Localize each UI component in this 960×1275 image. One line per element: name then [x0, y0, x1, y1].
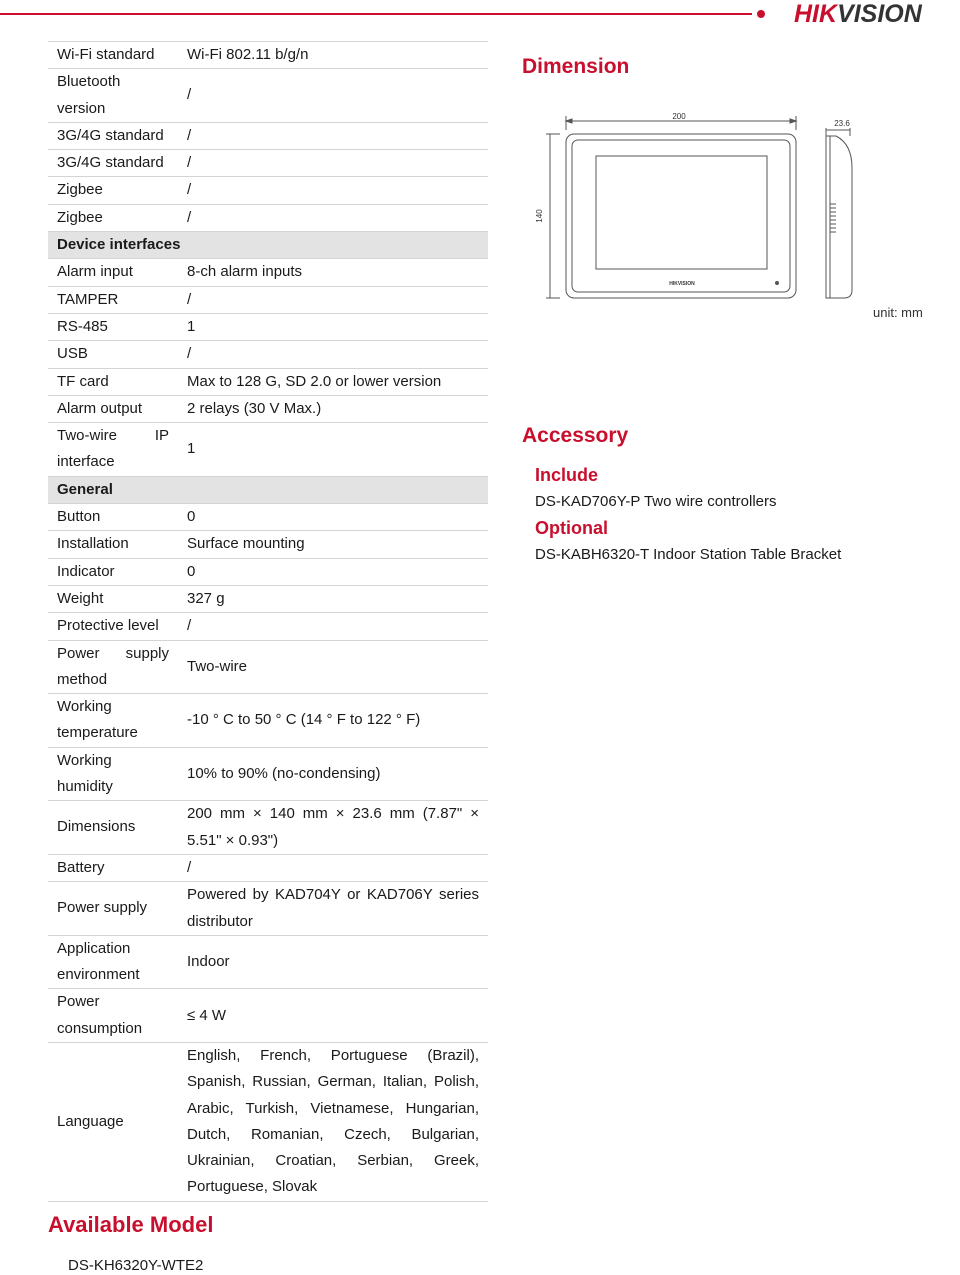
spec-row: [48, 747, 488, 801]
spec-table: [48, 41, 488, 1202]
spec-row: [48, 694, 488, 748]
spec-row: [48, 368, 488, 395]
spec-value: Max to 128 G, SD 2.0 or lower version: [178, 368, 488, 395]
spec-row: [48, 935, 488, 989]
spec-value: /: [178, 150, 488, 177]
hikvision-logo: HIKVISION: [794, 0, 922, 28]
spec-value: Powered by KAD704Y or KAD706Y series distributor: [178, 882, 488, 936]
dimension-title: Dimension: [522, 55, 630, 78]
spec-value: /: [178, 341, 488, 368]
device-brand-mark: HIKVISION: [669, 281, 695, 287]
spec-value: 0: [178, 504, 488, 531]
spec-key: TAMPER: [48, 286, 178, 313]
spec-row: [48, 259, 488, 286]
spec-value: 1: [178, 313, 488, 340]
spec-value: Two-wire: [178, 640, 488, 694]
spec-row: [48, 801, 488, 855]
spec-value: Indoor: [178, 935, 488, 989]
spec-value: 0: [178, 558, 488, 585]
spec-row: [48, 640, 488, 694]
header-rule: [0, 13, 752, 15]
spec-row: [48, 286, 488, 313]
spec-key: USB: [48, 341, 178, 368]
spec-row: [48, 1042, 488, 1201]
spec-value: Wi-Fi 802.11 b/g/n: [178, 42, 488, 69]
front-view: [546, 116, 796, 298]
spec-value: 327 g: [178, 585, 488, 612]
spec-row: [48, 558, 488, 585]
include-title: Include: [535, 465, 599, 485]
spec-key: Installation: [48, 531, 178, 558]
accessory-title: Accessory: [522, 424, 629, 447]
spec-value: /: [178, 854, 488, 881]
spec-row: [48, 585, 488, 612]
spec-value: 8-ch alarm inputs: [178, 259, 488, 286]
width-label: 200: [672, 112, 686, 121]
spec-section-header: [48, 476, 488, 503]
spec-row: [48, 423, 488, 477]
spec-row: [48, 882, 488, 936]
spec-key: Zigbee: [48, 204, 178, 231]
spec-key: RS-485: [48, 313, 178, 340]
optional-title: Optional: [535, 518, 608, 538]
spec-value: /: [178, 613, 488, 640]
spec-key: Weight: [48, 585, 178, 612]
spec-value: ≤ 4 W: [178, 989, 488, 1043]
spec-key: 3G/4G standard: [48, 150, 178, 177]
spec-value: /: [178, 69, 488, 123]
spec-key: Working humidity: [48, 747, 178, 801]
spec-value: 2 relays (30 V Max.): [178, 395, 488, 422]
spec-row: [48, 313, 488, 340]
spec-row: [48, 613, 488, 640]
optional-text: DS-KABH6320-T Indoor Station Table Bracket: [535, 546, 842, 563]
spec-value: /: [178, 177, 488, 204]
spec-key: Bluetooth version: [48, 69, 178, 123]
spec-row: [48, 150, 488, 177]
height-label: 140: [535, 209, 544, 223]
spec-row: [48, 69, 488, 123]
spec-value: Surface mounting: [178, 531, 488, 558]
spec-row: [48, 989, 488, 1043]
spec-value: 10% to 90% (no-condensing): [178, 747, 488, 801]
spec-row: [48, 504, 488, 531]
spec-key: Alarm input: [48, 259, 178, 286]
spec-value: 1: [178, 423, 488, 477]
spec-key: Indicator: [48, 558, 178, 585]
available-model-title: Available Model: [48, 1212, 214, 1237]
spec-key: TF card: [48, 368, 178, 395]
header-rule-dot: [757, 10, 765, 18]
spec-row: [48, 122, 488, 149]
spec-row: [48, 395, 488, 422]
spec-key: Battery: [48, 854, 178, 881]
spec-key: Dimensions: [48, 801, 178, 855]
section-title: Device interfaces: [48, 232, 488, 259]
spec-key: Protective level: [48, 613, 178, 640]
spec-key: Two-wire IP interface: [48, 423, 178, 477]
dimension-drawing: [530, 108, 870, 303]
spec-key: Zigbee: [48, 177, 178, 204]
spec-value: -10 ° C to 50 ° C (14 ° F to 122 ° F): [178, 694, 488, 748]
spec-section-header: [48, 232, 488, 259]
spec-key: Language: [48, 1042, 178, 1201]
spec-key: Button: [48, 504, 178, 531]
spec-key: Working temperature: [48, 694, 178, 748]
spec-value: /: [178, 286, 488, 313]
spec-key: Power supply: [48, 882, 178, 936]
unit-label: unit: mm: [873, 305, 923, 320]
spec-key: Wi-Fi standard: [48, 42, 178, 69]
include-text: DS-KAD706Y-P Two wire controllers: [535, 493, 777, 510]
spec-key: 3G/4G standard: [48, 122, 178, 149]
spec-value: /: [178, 204, 488, 231]
spec-row: [48, 531, 488, 558]
depth-label: 23.6: [834, 119, 850, 128]
spec-key: Power consumption: [48, 989, 178, 1043]
spec-value: 200 mm × 140 mm × 23.6 mm (7.87" × 5.51" × 0.93"): [178, 801, 488, 855]
section-title: General: [48, 476, 488, 503]
side-view: [826, 128, 852, 298]
spec-row: [48, 204, 488, 231]
spec-row: [48, 854, 488, 881]
spec-row: [48, 341, 488, 368]
spec-value: English, French, Portuguese (Brazil), Spanish, Russian, German, Italian, Polish, Arabic, Turkish, Vietnamese, Hungarian, Dutch, Romanian, Czech, Bulgarian, Ukrainian, Croatian, Serbian, Greek, Portuguese, Slovak: [178, 1042, 488, 1201]
spec-row: [48, 42, 488, 69]
spec-row: [48, 177, 488, 204]
spec-key: Application environment: [48, 935, 178, 989]
spec-key: Power supply method: [48, 640, 178, 694]
spec-value: /: [178, 122, 488, 149]
available-model-name: DS-KH6320Y-WTE2: [68, 1257, 204, 1274]
spec-key: Alarm output: [48, 395, 178, 422]
